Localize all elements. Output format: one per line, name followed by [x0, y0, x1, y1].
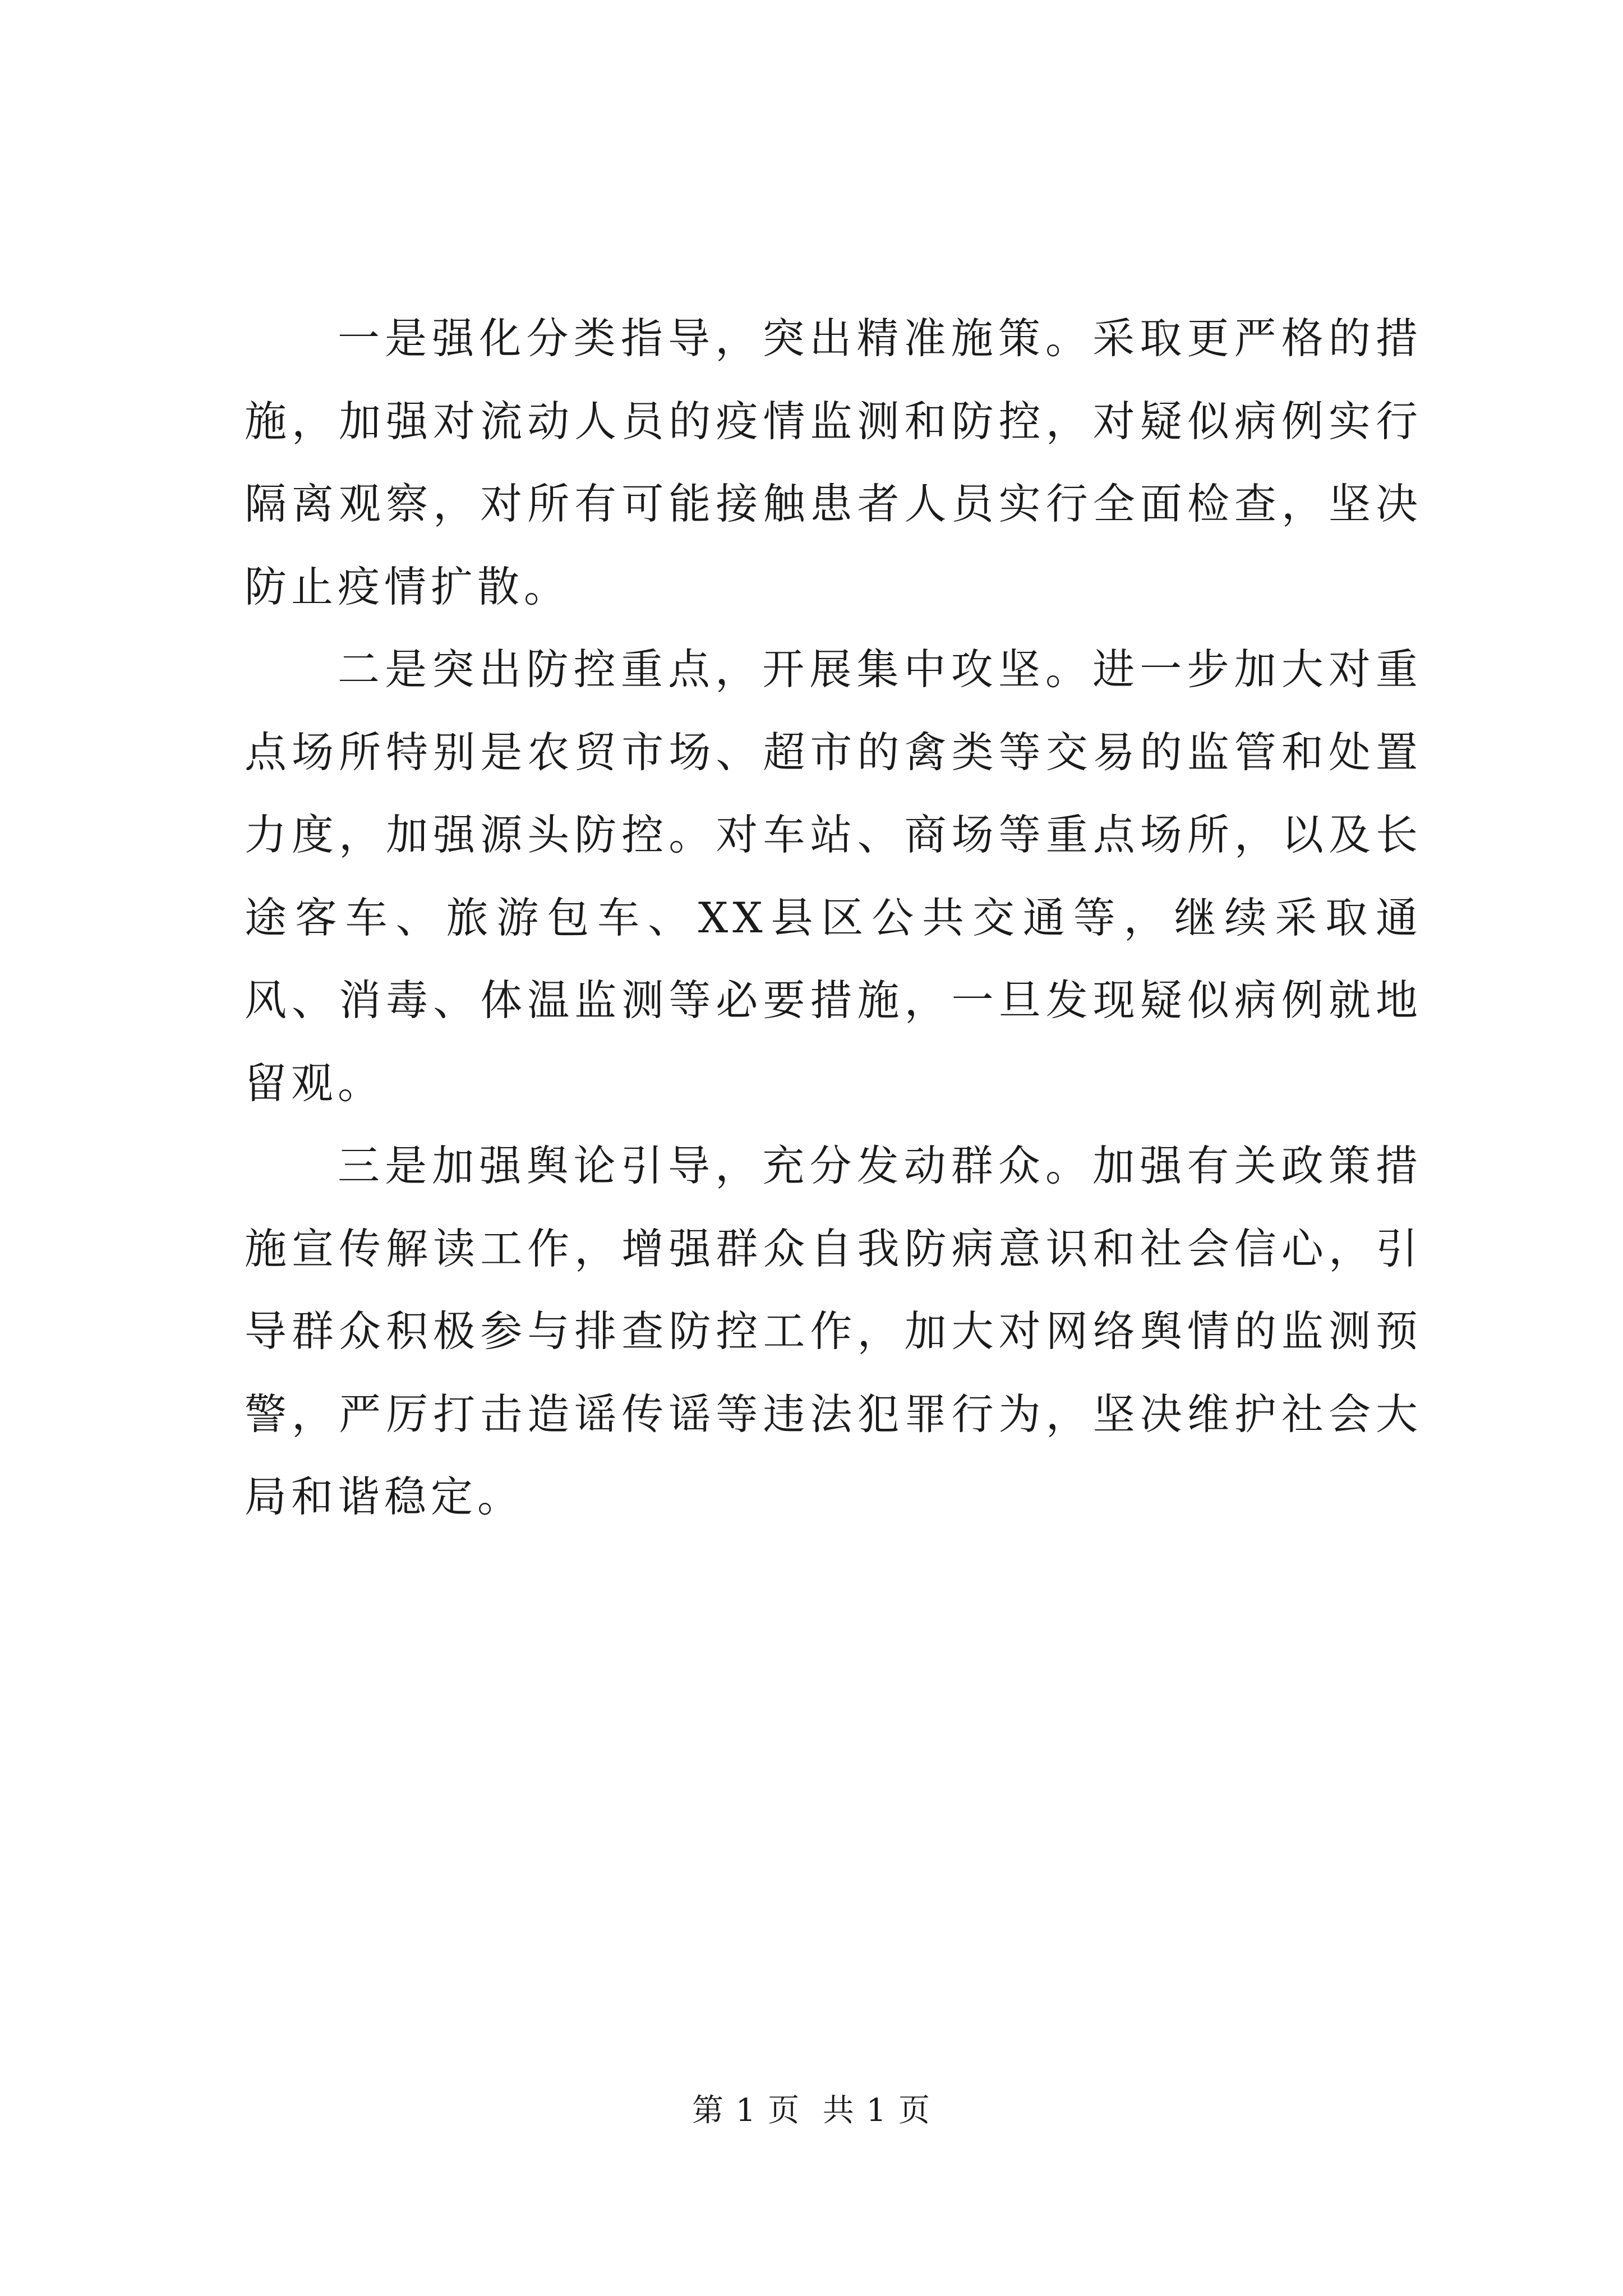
- paragraph-1: 一是强化分类指导，突出精准施策。采取更严格的措施，加强对流动人员的疫情监测和防控，对疑似病例实行隔离观察，对所有可能接触患者人员实行全面检查，坚决防止疫情扩散。: [245, 314, 1422, 611]
- paragraph-3: 三是加强舆论引导，充分发动群众。加强有关政策措施宣传解读工作，增强群众自我防病意识和社会信心，引导群众积极参与排查防控工作，加大对网络舆情的监测预警，严厉打击造谣传谣等违法犯罪行为，坚决维护社会大局和谐稳定。: [245, 1141, 1422, 1521]
- page-number-label: 第 1 页 共 1 页: [691, 2092, 932, 2129]
- page-footer: [0, 2086, 1623, 2131]
- document-body: [245, 297, 1422, 1539]
- paragraph-2: 二是突出防控重点，开展集中攻坚。进一步加大对重点场所特别是农贸市场、超市的禽类等交易的监管和处置力度，加强源头防控。对车站、商场等重点场所，以及长途客车、旅游包车、XX县区公共交通等，继续采取通风、消毒、体温监测等必要措施，一旦发现疑似病例就地留观。: [245, 645, 1422, 1108]
